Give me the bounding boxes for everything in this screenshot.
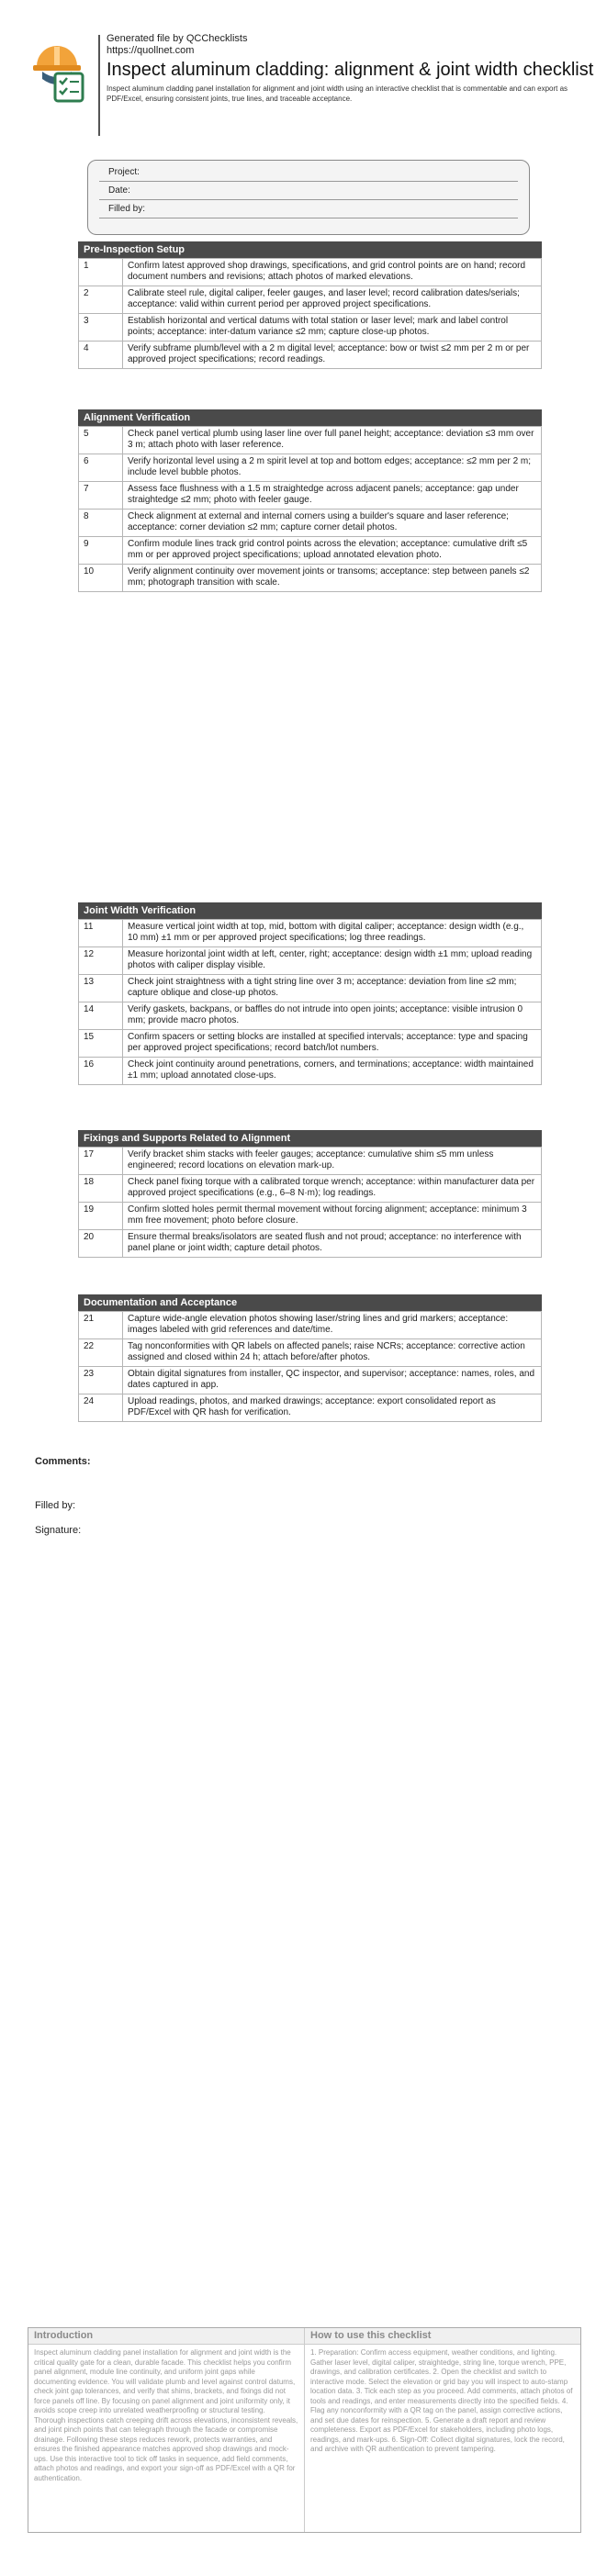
item-number: 11 bbox=[79, 920, 123, 947]
item-text: Ensure thermal breaks/isolators are seated flush and not proud; acceptance: no interference with panel plane or joint width; capture detail photos. bbox=[123, 1230, 542, 1258]
item-number: 12 bbox=[79, 947, 123, 975]
item-text: Measure horizontal joint width at left, center, right; acceptance: design width ±1 mm; upload reading photos with caliper display visible. bbox=[123, 947, 542, 975]
source-url-link[interactable]: https://quollnet.com bbox=[107, 45, 195, 56]
checklist-row[interactable] bbox=[79, 286, 542, 314]
section-joint-width-verification bbox=[78, 902, 542, 1085]
checklist-row[interactable] bbox=[79, 482, 542, 510]
item-text: Assess face flushness with a 1.5 m straightedge across adjacent panels; acceptance: gap under straightedge ≤2 mm; photo with feeler gauge. bbox=[123, 482, 542, 510]
signature-label: Signature: bbox=[35, 1525, 82, 1536]
item-number: 4 bbox=[79, 342, 123, 369]
item-number: 13 bbox=[79, 975, 123, 1002]
item-text: Capture wide-angle elevation photos showing laser/string lines and grid markers; acceptance: images labeled with grid references and date/time. bbox=[123, 1312, 542, 1339]
document-header bbox=[28, 33, 594, 143]
checklist-row[interactable] bbox=[79, 342, 542, 369]
item-number: 17 bbox=[79, 1148, 123, 1175]
project-field[interactable]: Project: bbox=[99, 163, 518, 182]
checklist-row[interactable] bbox=[79, 259, 542, 286]
section-title: Documentation and Acceptance bbox=[78, 1294, 542, 1311]
item-number: 16 bbox=[79, 1058, 123, 1085]
section-title: Fixings and Supports Related to Alignment bbox=[78, 1130, 542, 1147]
info-panel bbox=[28, 2327, 581, 2533]
item-text: Verify subframe plumb/level with a 2 m digital level; acceptance: bow or twist ≤2 mm per 2 m or per approved project specifications; record readings. bbox=[123, 342, 542, 369]
item-text: Check joint straightness with a tight string line over 3 m; acceptance: deviation from line ≤2 mm; capture oblique and close-up photos. bbox=[123, 975, 542, 1002]
checklist-row[interactable] bbox=[79, 314, 542, 342]
hard-hat-checklist-icon bbox=[28, 39, 92, 103]
section-pre-inspection-setup bbox=[78, 241, 542, 369]
item-number: 6 bbox=[79, 454, 123, 482]
item-number: 21 bbox=[79, 1312, 123, 1339]
item-number: 18 bbox=[79, 1175, 123, 1203]
filled-by-field[interactable]: Filled by: bbox=[99, 200, 518, 218]
project-info-box bbox=[87, 160, 530, 235]
item-text: Confirm spacers or setting blocks are installed at specified intervals; acceptance: type and spacing per approved project specifications; record batch/lot numbers. bbox=[123, 1030, 542, 1058]
checklist-row[interactable] bbox=[79, 1394, 542, 1422]
checklist-row[interactable] bbox=[79, 1148, 542, 1175]
item-number: 10 bbox=[79, 565, 123, 592]
item-text: Calibrate steel rule, digital caliper, feeler gauges, and laser level; record calibration dates/serials; acceptance: valid within current period per approved project specifications. bbox=[123, 286, 542, 314]
section-fixings-and-supports bbox=[78, 1130, 542, 1258]
item-number: 20 bbox=[79, 1230, 123, 1258]
page-description: Inspect aluminum cladding panel installation for alignment and joint width using an interactive checklist that is commentable and can export as PDF/Excel, ensuring consistent joints, true lines, and traceable acceptance. bbox=[107, 84, 568, 103]
checklist-row[interactable] bbox=[79, 1175, 542, 1203]
item-text: Check joint continuity around penetrations, corners, and terminations; acceptance: width maintained ±1 mm; upload annotated close-ups. bbox=[123, 1058, 542, 1085]
section-title: Alignment Verification bbox=[78, 409, 542, 426]
item-number: 3 bbox=[79, 314, 123, 342]
comments-label: Comments: bbox=[35, 1456, 91, 1467]
item-number: 8 bbox=[79, 510, 123, 537]
date-field[interactable]: Date: bbox=[99, 182, 518, 200]
item-text: Verify bracket shim stacks with feeler gauges; acceptance: cumulative shim ≤5 mm unless engineered; record locations on elevation mark-up. bbox=[123, 1148, 542, 1175]
how-to-title: How to use this checklist bbox=[305, 2328, 580, 2345]
checklist-row[interactable] bbox=[79, 537, 542, 565]
item-number: 23 bbox=[79, 1367, 123, 1394]
item-text: Verify horizontal level using a 2 m spirit level at top and bottom edges; acceptance: ≤2 mm per 2 m; include level bubble photos. bbox=[123, 454, 542, 482]
section-documentation-and-acceptance bbox=[78, 1294, 542, 1422]
item-number: 14 bbox=[79, 1002, 123, 1030]
checklist-row[interactable] bbox=[79, 1230, 542, 1258]
item-number: 2 bbox=[79, 286, 123, 314]
checklist-row[interactable] bbox=[79, 1339, 542, 1367]
item-text: Check alignment at external and internal corners using a builder's square and laser reference; acceptance: corner deviation ≤2 mm; capture corner detail photos. bbox=[123, 510, 542, 537]
checklist-row[interactable] bbox=[79, 427, 542, 454]
checklist-row[interactable] bbox=[79, 1367, 542, 1394]
section-alignment-verification bbox=[78, 409, 542, 592]
how-to-text: 1. Preparation: Confirm access equipment, weather conditions, and lighting. Gather laser level, digital caliper, straightedge, string line, torque wrench, PPE, drawings, and calibration certificates. 2. Open the checklist and switch to interactive mode. Select the elevation or grid bay you will inspect to auto-stamp location data. 3. Tick each step as you proceed. Add comments, attach photos of tools and readings, and enter measurements directly into the specified fields. 4. Flag any nonconformity with a QR tag on the panel, assign corrective actions, and set due dates for reinspection. 5. Generate a draft report and review completeness. Export as PDF/Excel for stakeholders, including photo logs, readings, and mark-ups. 6. Sign-Off: Collect digital signatures, lock the record, and archive with QR authentication to prevent tampering. bbox=[310, 2348, 573, 2453]
checklist-row[interactable] bbox=[79, 1002, 542, 1030]
item-text: Confirm module lines track grid control points across the elevation; acceptance: cumulative drift ≤5 mm or per approved project specifications; upload annotated elevation photo. bbox=[123, 537, 542, 565]
item-text: Check panel fixing torque with a calibrated torque wrench; acceptance: within manufacturer data per approved project specifications (e.g., 6–8 N·m); log readings. bbox=[123, 1175, 542, 1203]
item-text: Establish horizontal and vertical datums with total station or laser level; mark and label control points; acceptance: inter-datum variance ≤2 mm; capture close-up photos. bbox=[123, 314, 542, 342]
checklist-row[interactable] bbox=[79, 510, 542, 537]
item-number: 7 bbox=[79, 482, 123, 510]
checklist-row[interactable] bbox=[79, 1030, 542, 1058]
item-text: Measure vertical joint width at top, mid, bottom with digital caliper; acceptance: design width (e.g., 10 mm) ±1 mm or per approved project specifications; log three readings. bbox=[123, 920, 542, 947]
item-text: Verify alignment continuity over movement joints or transoms; acceptance: step between panels ≤2 mm; photograph transition with scale. bbox=[123, 565, 542, 592]
item-number: 5 bbox=[79, 427, 123, 454]
section-title: Pre-Inspection Setup bbox=[78, 241, 542, 258]
section-title: Joint Width Verification bbox=[78, 902, 542, 919]
checklist-row[interactable] bbox=[79, 947, 542, 975]
generated-by-text: Generated file by QCChecklists bbox=[107, 33, 248, 44]
item-text: Tag nonconformities with QR labels on affected panels; raise NCRs; acceptance: corrective action assigned and closed within 24 h; attach before/after photos. bbox=[123, 1339, 542, 1367]
checklist-row[interactable] bbox=[79, 565, 542, 592]
item-text: Check panel vertical plumb using laser line over full panel height; acceptance: deviation ≤3 mm over 3 m; attach photo with laser reference. bbox=[123, 427, 542, 454]
introduction-text: Inspect aluminum cladding panel installation for alignment and joint width is the critical quality gate for a clean, durable facade. This checklist helps you confirm panel alignment, module line continuity, and uniform joint gaps while documenting evidence. You will validate plumb and level against control datums, check joint gap tolerances, and verify that shims, brackets, and fixings did not force panels off line. By focusing on panel alignment and joint uniformity only, it avoids scope creep into unrelated weatherproofing or structural testing. Thorough inspections catch creeping drift across elevations, inconsistent reveals, and joint pinch points that can telegraph through the facade or compromise drainage. Following these steps reduces rework, protects warranties, and ensures the finished appearance matches approved shop drawings and mock-ups. Use this interactive tool to tick off tasks in sequence, add field comments, attach photos and readings, and export your sign-off as PDF/Excel with a QR for authentication. bbox=[34, 2348, 298, 2482]
checklist-row[interactable] bbox=[79, 975, 542, 1002]
filled-by-label: Filled by: bbox=[35, 1500, 76, 1511]
checklist-row[interactable] bbox=[79, 1058, 542, 1085]
item-text: Confirm latest approved shop drawings, specifications, and grid control points are on hand; record document numbers and revisions; attach photos of marked elevations. bbox=[123, 259, 542, 286]
item-number: 22 bbox=[79, 1339, 123, 1367]
item-number: 19 bbox=[79, 1203, 123, 1230]
item-text: Obtain digital signatures from installer, QC inspector, and supervisor; acceptance: names, roles, and dates captured in app. bbox=[123, 1367, 542, 1394]
checklist-row[interactable] bbox=[79, 1203, 542, 1230]
item-text: Upload readings, photos, and marked drawings; acceptance: export consolidated report as PDF/Excel with QR hash for verification. bbox=[123, 1394, 542, 1422]
item-number: 1 bbox=[79, 259, 123, 286]
item-number: 9 bbox=[79, 537, 123, 565]
checklist-row[interactable] bbox=[79, 1312, 542, 1339]
how-to-column bbox=[305, 2328, 580, 2532]
page-title: Inspect aluminum cladding: alignment & joint width checklist bbox=[107, 60, 594, 80]
item-number: 24 bbox=[79, 1394, 123, 1422]
introduction-column bbox=[28, 2328, 305, 2532]
item-number: 15 bbox=[79, 1030, 123, 1058]
item-text: Confirm slotted holes permit thermal movement without forcing alignment; acceptance: minimum 3 mm free movement; photo before closure. bbox=[123, 1203, 542, 1230]
checklist-row[interactable] bbox=[79, 920, 542, 947]
introduction-title: Introduction bbox=[28, 2328, 304, 2345]
item-text: Verify gaskets, backpans, or baffles do not intrude into open joints; acceptance: visible intrusion 0 mm; provide macro photos. bbox=[123, 1002, 542, 1030]
header-divider bbox=[98, 35, 100, 136]
checklist-row[interactable] bbox=[79, 454, 542, 482]
